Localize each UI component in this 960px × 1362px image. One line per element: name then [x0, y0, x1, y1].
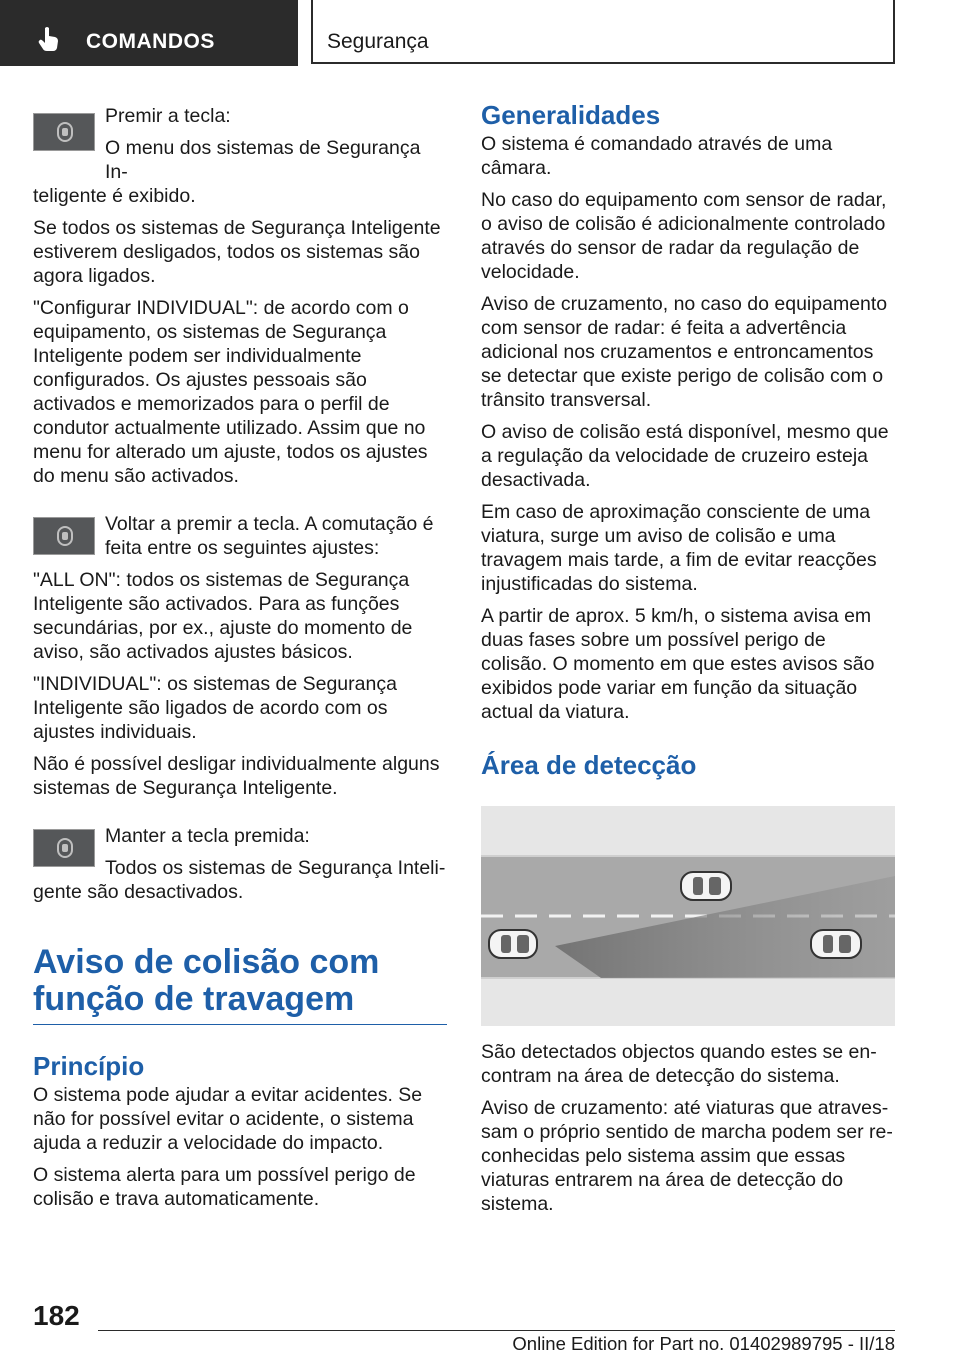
paragraph: O aviso de colisão está disponível, mesmo que a regulação da velocidade de cruzeiro esteja desactivada. — [481, 421, 889, 491]
paragraph: gente são desactivados. — [33, 881, 244, 903]
button-instruction-1 — [33, 104, 447, 208]
safety-button-icon — [33, 829, 95, 867]
car-sensor-icon — [56, 837, 74, 859]
subsection-heading: Generalidades — [481, 100, 661, 130]
ego-car — [489, 930, 537, 958]
paragraph: "INDIVIDUAL": os sistemas de Segurança Inteligente são ligados de acordo com os ajustes individuais. — [33, 673, 397, 743]
left-column — [33, 100, 447, 1219]
paragraph: Voltar a premir a tecla. A comutação é feita entre os seguintes ajustes: — [105, 513, 434, 559]
paragraph: Aviso de cruzamento: até viaturas que atravessam o próprio sentido de marcha podem ser reconhecidas pelo sistema assim que essas viaturas entrarem na área de detecção do sistema. — [481, 1097, 893, 1215]
detection-area-illustration — [481, 806, 895, 1026]
subsection-heading: Área de detecção — [481, 750, 697, 780]
footer-divider — [98, 1330, 895, 1331]
page-number: 182 — [33, 1300, 80, 1331]
paragraph: Premir a tecla: — [105, 105, 231, 127]
hand-pointer-icon — [38, 26, 62, 52]
chapter-label: Segurança — [327, 30, 429, 53]
vehicle-ahead-left-lane — [681, 872, 731, 900]
paragraph: Se todos os sistemas de Segurança Inteligente estiverem desligados, todos os sistemas são agora ligados. — [33, 217, 441, 287]
paragraph: Aviso de cruzamento, no caso do equipamento com sensor de radar: é feita a advertência adicional nos cruzamentos e entroncamentos se detectar que existe perigo de colisão com o trânsito transversal. — [481, 293, 888, 411]
paragraph: Em caso de aproximação consciente de uma viatura, surge um aviso de colisão e uma travagem mais tarde, a fim de evitar reacções injustificadas do sistema. — [481, 501, 877, 595]
section-tab[interactable] — [0, 0, 298, 66]
paragraph: "ALL ON": todos os sistemas de Segurança Inteligente são activados. Para as funções secundárias, por ex., ajuste do momento de aviso, são activados ajustes básicos. — [33, 569, 413, 663]
paragraph: Não é possível desligar individualmente alguns sistemas de Segurança Inteligente. — [33, 753, 440, 799]
safety-button-icon — [33, 113, 95, 151]
paragraph: O menu dos sistemas de Segurança In- — [105, 137, 421, 183]
paragraph: Todos os sistemas de Segurança Inteli- — [105, 857, 446, 879]
car-sensor-icon — [56, 525, 74, 547]
paragraph: "Configurar INDIVIDUAL": de acordo com o equipamento, os sistemas de Segurança Inteligente podem ser individualmente configurados. Os ajustes pessoais são activados e memorizados para o perfil de condutor actualmente utilizado. Assim que no menu for alterado um ajuste, todos os ajustes do menu são activados. — [33, 297, 428, 487]
paragraph: O sistema é comandado através de uma câmara. — [481, 133, 833, 179]
button-instruction-3 — [33, 824, 447, 904]
button-instruction-2 — [33, 512, 447, 560]
paragraph: O sistema pode ajudar a evitar acidentes. Se não for possível evitar o acidente, o sistema ajuda a reduzir a velocidade do impacto. — [33, 1084, 423, 1154]
paragraph: São detectados objectos quando estes se encontram na área de detecção do sistema. — [481, 1041, 877, 1087]
paragraph: No caso do equipamento com sensor de radar, o aviso de colisão é adicionalmente controlado através do sensor de radar da regulação de velocidade. — [481, 189, 887, 283]
detection-diagram — [481, 806, 895, 1026]
right-column — [481, 100, 895, 1224]
car-sensor-icon — [56, 121, 74, 143]
edition-note: Online Edition for Part no. 01402989795 - II/18 — [512, 1333, 895, 1354]
paragraph: teligente é exibido. — [33, 185, 196, 207]
subsection-heading: Princípio — [33, 1051, 145, 1081]
chapter-header — [311, 0, 895, 64]
safety-button-icon — [33, 517, 95, 555]
section-heading: Aviso de colisão com função de travagem — [33, 944, 447, 1025]
paragraph: A partir de aprox. 5 km/h, o sistema avisa em duas fases sobre um possível perigo de colisão. O momento em que estes avisos são exibidos pode variar em função da situação actual da viatura. — [481, 605, 875, 723]
vehicle-ahead-same-lane — [811, 930, 861, 958]
paragraph: O sistema alerta para um possível perigo de colisão e trava automaticamente. — [33, 1164, 416, 1210]
paragraph: Manter a tecla premida: — [105, 825, 310, 847]
section-label: COMANDOS — [86, 30, 215, 53]
